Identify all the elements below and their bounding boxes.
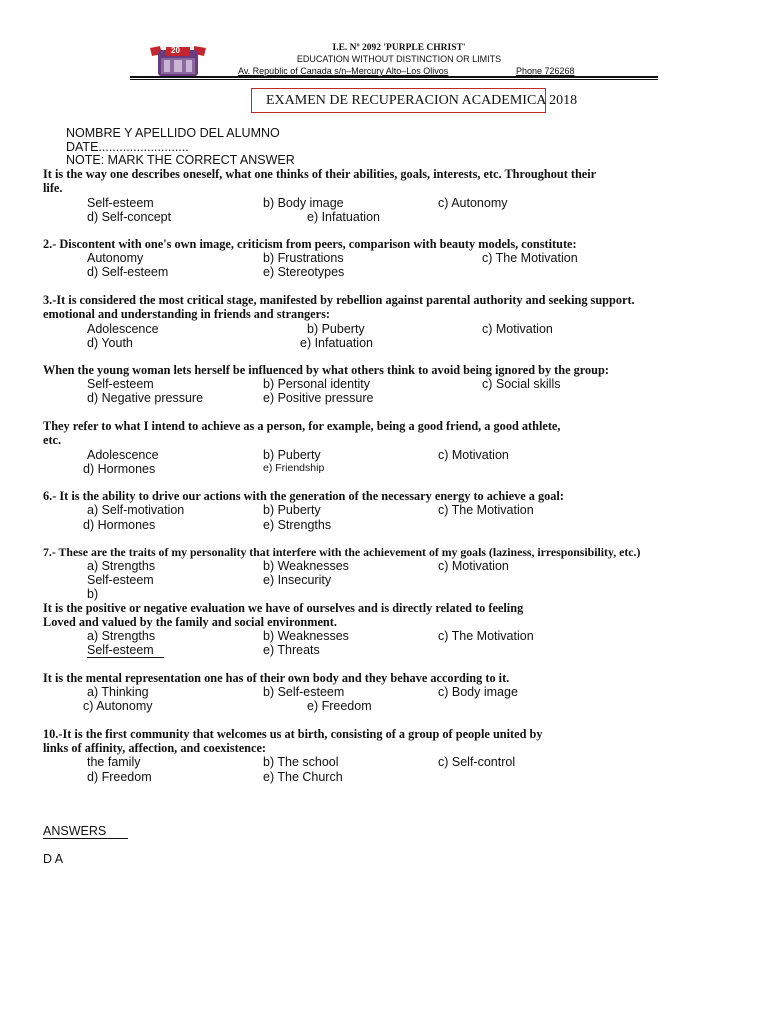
q9-option-c[interactable]: c) Body image (438, 685, 518, 699)
q9-option-e[interactable]: e) Freedom (307, 699, 372, 713)
date-label: DATE.......................... (66, 140, 189, 154)
q10-option-b[interactable]: b) The school (263, 755, 339, 769)
q10-option-e[interactable]: e) The Church (263, 770, 343, 784)
q8-option-a[interactable]: a) Strengths (87, 629, 156, 643)
q7-option-d[interactable]: Self-esteem (87, 573, 154, 587)
q7-option-b-extra[interactable]: b) (87, 587, 99, 601)
question-1-line-2: life. (43, 181, 63, 195)
q5-option-d[interactable]: d) Hormones (83, 462, 156, 476)
school-name: I.E. Nº 2092 'PURPLE CHRIST' (332, 43, 466, 53)
logo-number: 20 (171, 46, 180, 55)
q3-option-d[interactable]: d) Youth (87, 336, 133, 350)
q6-option-b[interactable]: b) Puberty (263, 503, 321, 517)
q9-option-b[interactable]: b) Self-esteem (263, 685, 345, 699)
q2-option-b[interactable]: b) Frustrations (263, 251, 344, 265)
q10-option-a[interactable]: the family (87, 755, 141, 769)
question-9-line-1: It is the mental representation one has of their own body and they behave according to it. (43, 671, 510, 685)
q7-option-c[interactable]: c) Motivation (438, 559, 509, 573)
school-phone: Phone 726268 (516, 66, 575, 76)
q1-option-c[interactable]: c) Autonomy (438, 196, 508, 210)
question-3-line-2: emotional and understanding in friends and strangers: (43, 307, 330, 321)
q4-option-e[interactable]: e) Positive pressure (263, 391, 374, 405)
question-5-line-1: They refer to what I intend to achieve as a person, for example, being a good friend, a good athlete, (43, 419, 561, 433)
question-8-line-2: Loved and valued by the family and social environment. (43, 615, 337, 629)
q5-option-c[interactable]: c) Motivation (438, 448, 509, 462)
school-motto: EDUCATION WITHOUT DISTINCTION OR LIMITS (296, 54, 502, 64)
q5-option-e[interactable]: e) Friendship (263, 462, 325, 474)
question-4-line-1: When the young woman lets herself be influenced by what others think to avoid being ignored by the group: (43, 363, 609, 377)
q6-option-e[interactable]: e) Strengths (263, 518, 332, 532)
q9-option-d[interactable]: c) Autonomy (83, 699, 153, 713)
q6-option-c[interactable]: c) The Motivation (438, 503, 534, 517)
q7-option-a[interactable]: a) Strengths (87, 559, 156, 573)
q4-option-c[interactable]: c) Social skills (482, 377, 561, 391)
question-8-line-1: It is the positive or negative evaluation we have of ourselves and is directly related to feeling (43, 601, 524, 615)
question-2-line-1: 2.- Discontent with one's own image, criticism from peers, comparison with beauty models, constitute: (43, 237, 577, 251)
q8-option-c[interactable]: c) The Motivation (438, 629, 534, 643)
q7-option-e[interactable]: e) Insecurity (263, 573, 332, 587)
q2-option-e[interactable]: e) Stereotypes (263, 265, 345, 279)
question-3-line-1: 3.-It is considered the most critical stage, manifested by rebellion against parental authority and seeking support. (43, 293, 635, 307)
q2-option-c[interactable]: c) The Motivation (482, 251, 578, 265)
q7-option-b[interactable]: b) Weaknesses (263, 559, 349, 573)
q4-option-a[interactable]: Self-esteem (87, 377, 154, 391)
answers-value: D A (43, 852, 64, 866)
q3-option-e[interactable]: e) Infatuation (300, 336, 373, 350)
answers-label: ANSWERS (43, 824, 128, 839)
school-address: Av. Republic of Canada s/n–Mercury Alto–Los Olivos (238, 66, 449, 76)
q2-option-d[interactable]: d) Self-esteem (87, 265, 169, 279)
exam-title: EXAMEN DE RECUPERACION ACADEMICA 2018 (266, 93, 578, 108)
note-text: NOTE: MARK THE CORRECT ANSWER (66, 153, 295, 167)
q5-option-b[interactable]: b) Puberty (263, 448, 321, 462)
q6-option-a[interactable]: a) Self-motivation (87, 503, 185, 517)
q4-option-d[interactable]: d) Negative pressure (87, 391, 204, 405)
q1-option-d[interactable]: d) Self-concept (87, 210, 172, 224)
question-10-line-2: links of affinity, affection, and coexistence: (43, 741, 267, 755)
q8-option-e[interactable]: e) Threats (263, 643, 320, 657)
q10-option-d[interactable]: d) Freedom (87, 770, 152, 784)
q1-option-b[interactable]: b) Body image (263, 196, 344, 210)
header-rule (130, 76, 658, 80)
question-6-line-1: 6.- It is the ability to drive our actions with the generation of the necessary energy to achieve a goal: (43, 489, 564, 503)
question-10-line-1: 10.-It is the first community that welcomes us at birth, consisting of a group of people united by (43, 727, 543, 741)
q8-option-d[interactable]: Self-esteem (87, 643, 164, 658)
question-5-line-2: etc. (43, 433, 62, 447)
q5-option-a[interactable]: Adolescence (87, 448, 159, 462)
q8-option-b[interactable]: b) Weaknesses (263, 629, 349, 643)
q2-option-a[interactable]: Autonomy (87, 251, 144, 265)
question-1-line-1: It is the way one describes oneself, what one thinks of their abilities, goals, interests, etc. Throughout their (43, 167, 597, 181)
q1-option-e[interactable]: e) Infatuation (307, 210, 380, 224)
q4-option-b[interactable]: b) Personal identity (263, 377, 371, 391)
student-name-label: NOMBRE Y APELLIDO DEL ALUMNO (66, 126, 280, 140)
q3-option-a[interactable]: Adolescence (87, 322, 159, 336)
q1-option-a[interactable]: Self-esteem (87, 196, 154, 210)
q10-option-c[interactable]: c) Self-control (438, 755, 516, 769)
q9-option-a[interactable]: a) Thinking (87, 685, 149, 699)
question-7-line-1: 7.- These are the traits of my personality that interfere with the achievement of my goals (laziness, irresponsibility, etc.) (43, 545, 641, 559)
q3-option-c[interactable]: c) Motivation (482, 322, 553, 336)
q6-option-d[interactable]: d) Hormones (83, 518, 156, 532)
q3-option-b[interactable]: b) Puberty (307, 322, 365, 336)
